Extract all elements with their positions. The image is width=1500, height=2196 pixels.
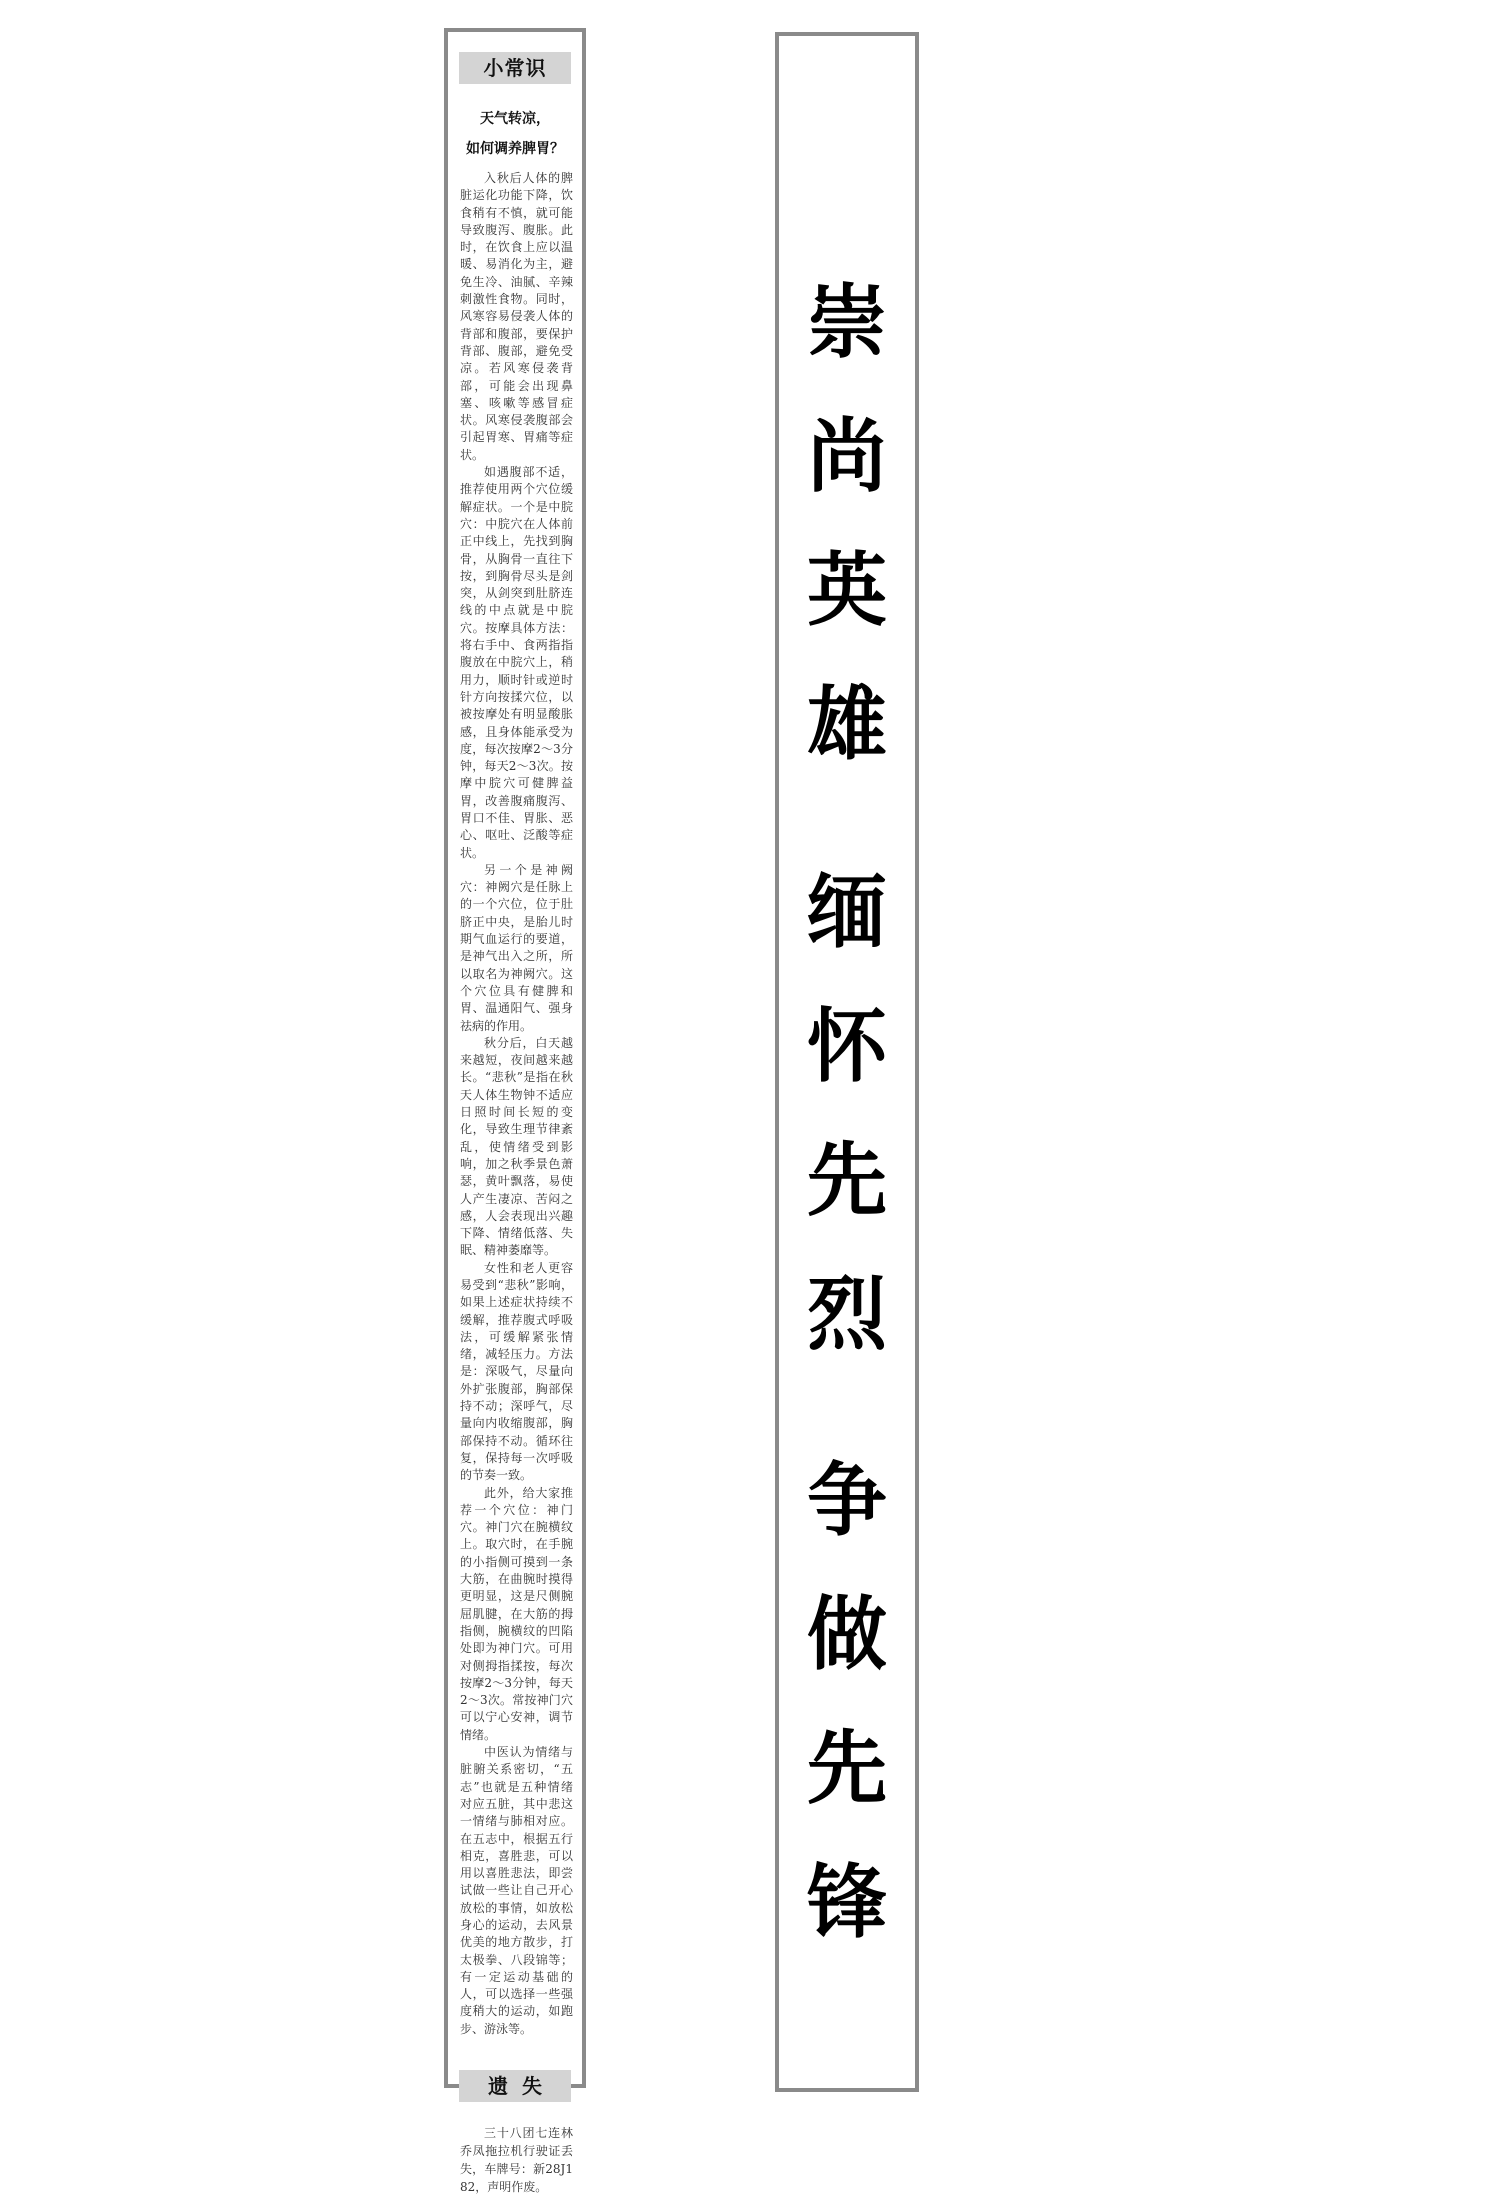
lost-notice-text: 三十八团七连林乔凤拖拉机行驶证丢失，车牌号：新28J182，声明作废。	[460, 2126, 573, 2195]
slogan-char: 锋	[807, 1856, 887, 1949]
article-paragraph: 入秋后人体的脾脏运化功能下降，饮食稍有不慎，就可能导致腹泻、腹胀。此时，在饮食上应以温暖、易消化为主，避免生冷、油腻、辛辣刺激性食物。同时，风寒容易侵袭人体的背部和腹部，要保护背部、腹部，避免受凉。若风寒侵袭背部，可能会出现鼻塞、咳嗽等感冒症状。风寒侵袭腹部会引起胃寒、胃痛等症状。	[460, 171, 573, 462]
article-paragraph: 秋分后，白天越来越短，夜间越来越长。“悲秋”是指在秋天人体生物钟不适应日照时间长短的变化，导致生理节律紊乱，使情绪受到影响，加之秋季景色萧瑟，黄叶飘落，易使人产生凄凉、苦闷之感，人会表现出兴趣下降、情绪低落、失眠、精神萎靡等。	[460, 1035, 573, 1258]
article-paragraph: 女性和老人更容易受到“悲秋”影响，如果上述症状持续不缓解，推荐腹式呼吸法，可缓解紧张情绪，减轻压力。方法是：深吸气，尽量向外扩张腹部，胸部保持不动；深呼气，尽量向内收缩腹部，胸部保持不动。循环往复，保持每一次呼吸的节奏一致。	[460, 1260, 573, 1483]
lost-notice	[448, 2102, 582, 2196]
slogan-char: 尚	[807, 410, 887, 503]
lost-notice-tag: 遗失	[459, 2070, 571, 2102]
headline-line-1: 天气转凉，	[480, 111, 550, 127]
article-paragraph: 如遇腹部不适，推荐使用两个穴位缓解症状。一个是中脘穴：中脘穴在人体前正中线上，先找到胸骨，从胸骨一直往下按，到胸骨尽头是剑突，从剑突到肚脐连线的中点就是中脘穴。按摩具体方法：将右手中、食两指指腹放在中脘穴上，稍用力，顺时针或逆时针方向按揉穴位，以被按摩处有明显酸胀感，且身体能承受为度，每次按摩2～3分钟，每天2～3次。按摩中脘穴可健脾益胃，改善腹痛腹泻、胃口不佳、胃胀、恶心、呕吐、泛酸等症状。	[460, 465, 573, 860]
article-paragraph: 另一个是神阙穴：神阙穴是任脉上的一个穴位，位于肚脐正中央，是胎儿时期气血运行的要道，是神气出入之所，所以取名为神阙穴。这个穴位具有健脾和胃、温通阳气、强身祛病的作用。	[460, 862, 573, 1033]
slogan-char: 做	[807, 1588, 887, 1681]
slogan-banner	[775, 32, 919, 2092]
slogan-char: 缅	[807, 866, 887, 959]
slogan-char: 先	[807, 1722, 887, 1815]
slogan-char: 怀	[807, 1000, 887, 1093]
slogan-char: 雄	[807, 678, 887, 771]
article-body	[448, 164, 582, 2038]
health-tips-column	[444, 28, 586, 2195]
slogan-char: 英	[807, 544, 887, 637]
slogan-char: 先	[807, 1134, 887, 1227]
slogan-char: 崇	[807, 276, 887, 369]
section-tag: 小常识	[459, 52, 571, 84]
slogan-char: 争	[807, 1454, 887, 1547]
article-headline	[448, 104, 582, 164]
slogan-char: 烈	[807, 1268, 887, 1361]
article-paragraph: 此外，给大家推荐一个穴位：神门穴。神门穴在腕横纹上。取穴时，在手腕的小指侧可摸到一条大筋，在曲腕时摸得更明显，这是尺侧腕屈肌腱，在大筋的拇指侧，腕横纹的凹陷处即为神门穴。可用对侧拇指揉按，每次按摩2～3分钟，每天2～3次。常按神门穴可以宁心安神，调节情绪。	[460, 1485, 573, 1742]
headline-line-2: 如何调养脾胃？	[466, 141, 564, 157]
article-paragraph: 中医认为情绪与脏腑关系密切，“五志”也就是五种情绪对应五脏，其中悲这一情绪与肺相对应。在五志中，根据五行相克，喜胜悲，可以用以喜胜悲法，即尝试做一些让自己开心放松的事情，如放松身心的运动，去风景优美的地方散步，打太极拳、八段锦等；有一定运动基础的人，可以选择一些强度稍大的运动，如跑步、游泳等。	[460, 1745, 573, 2036]
